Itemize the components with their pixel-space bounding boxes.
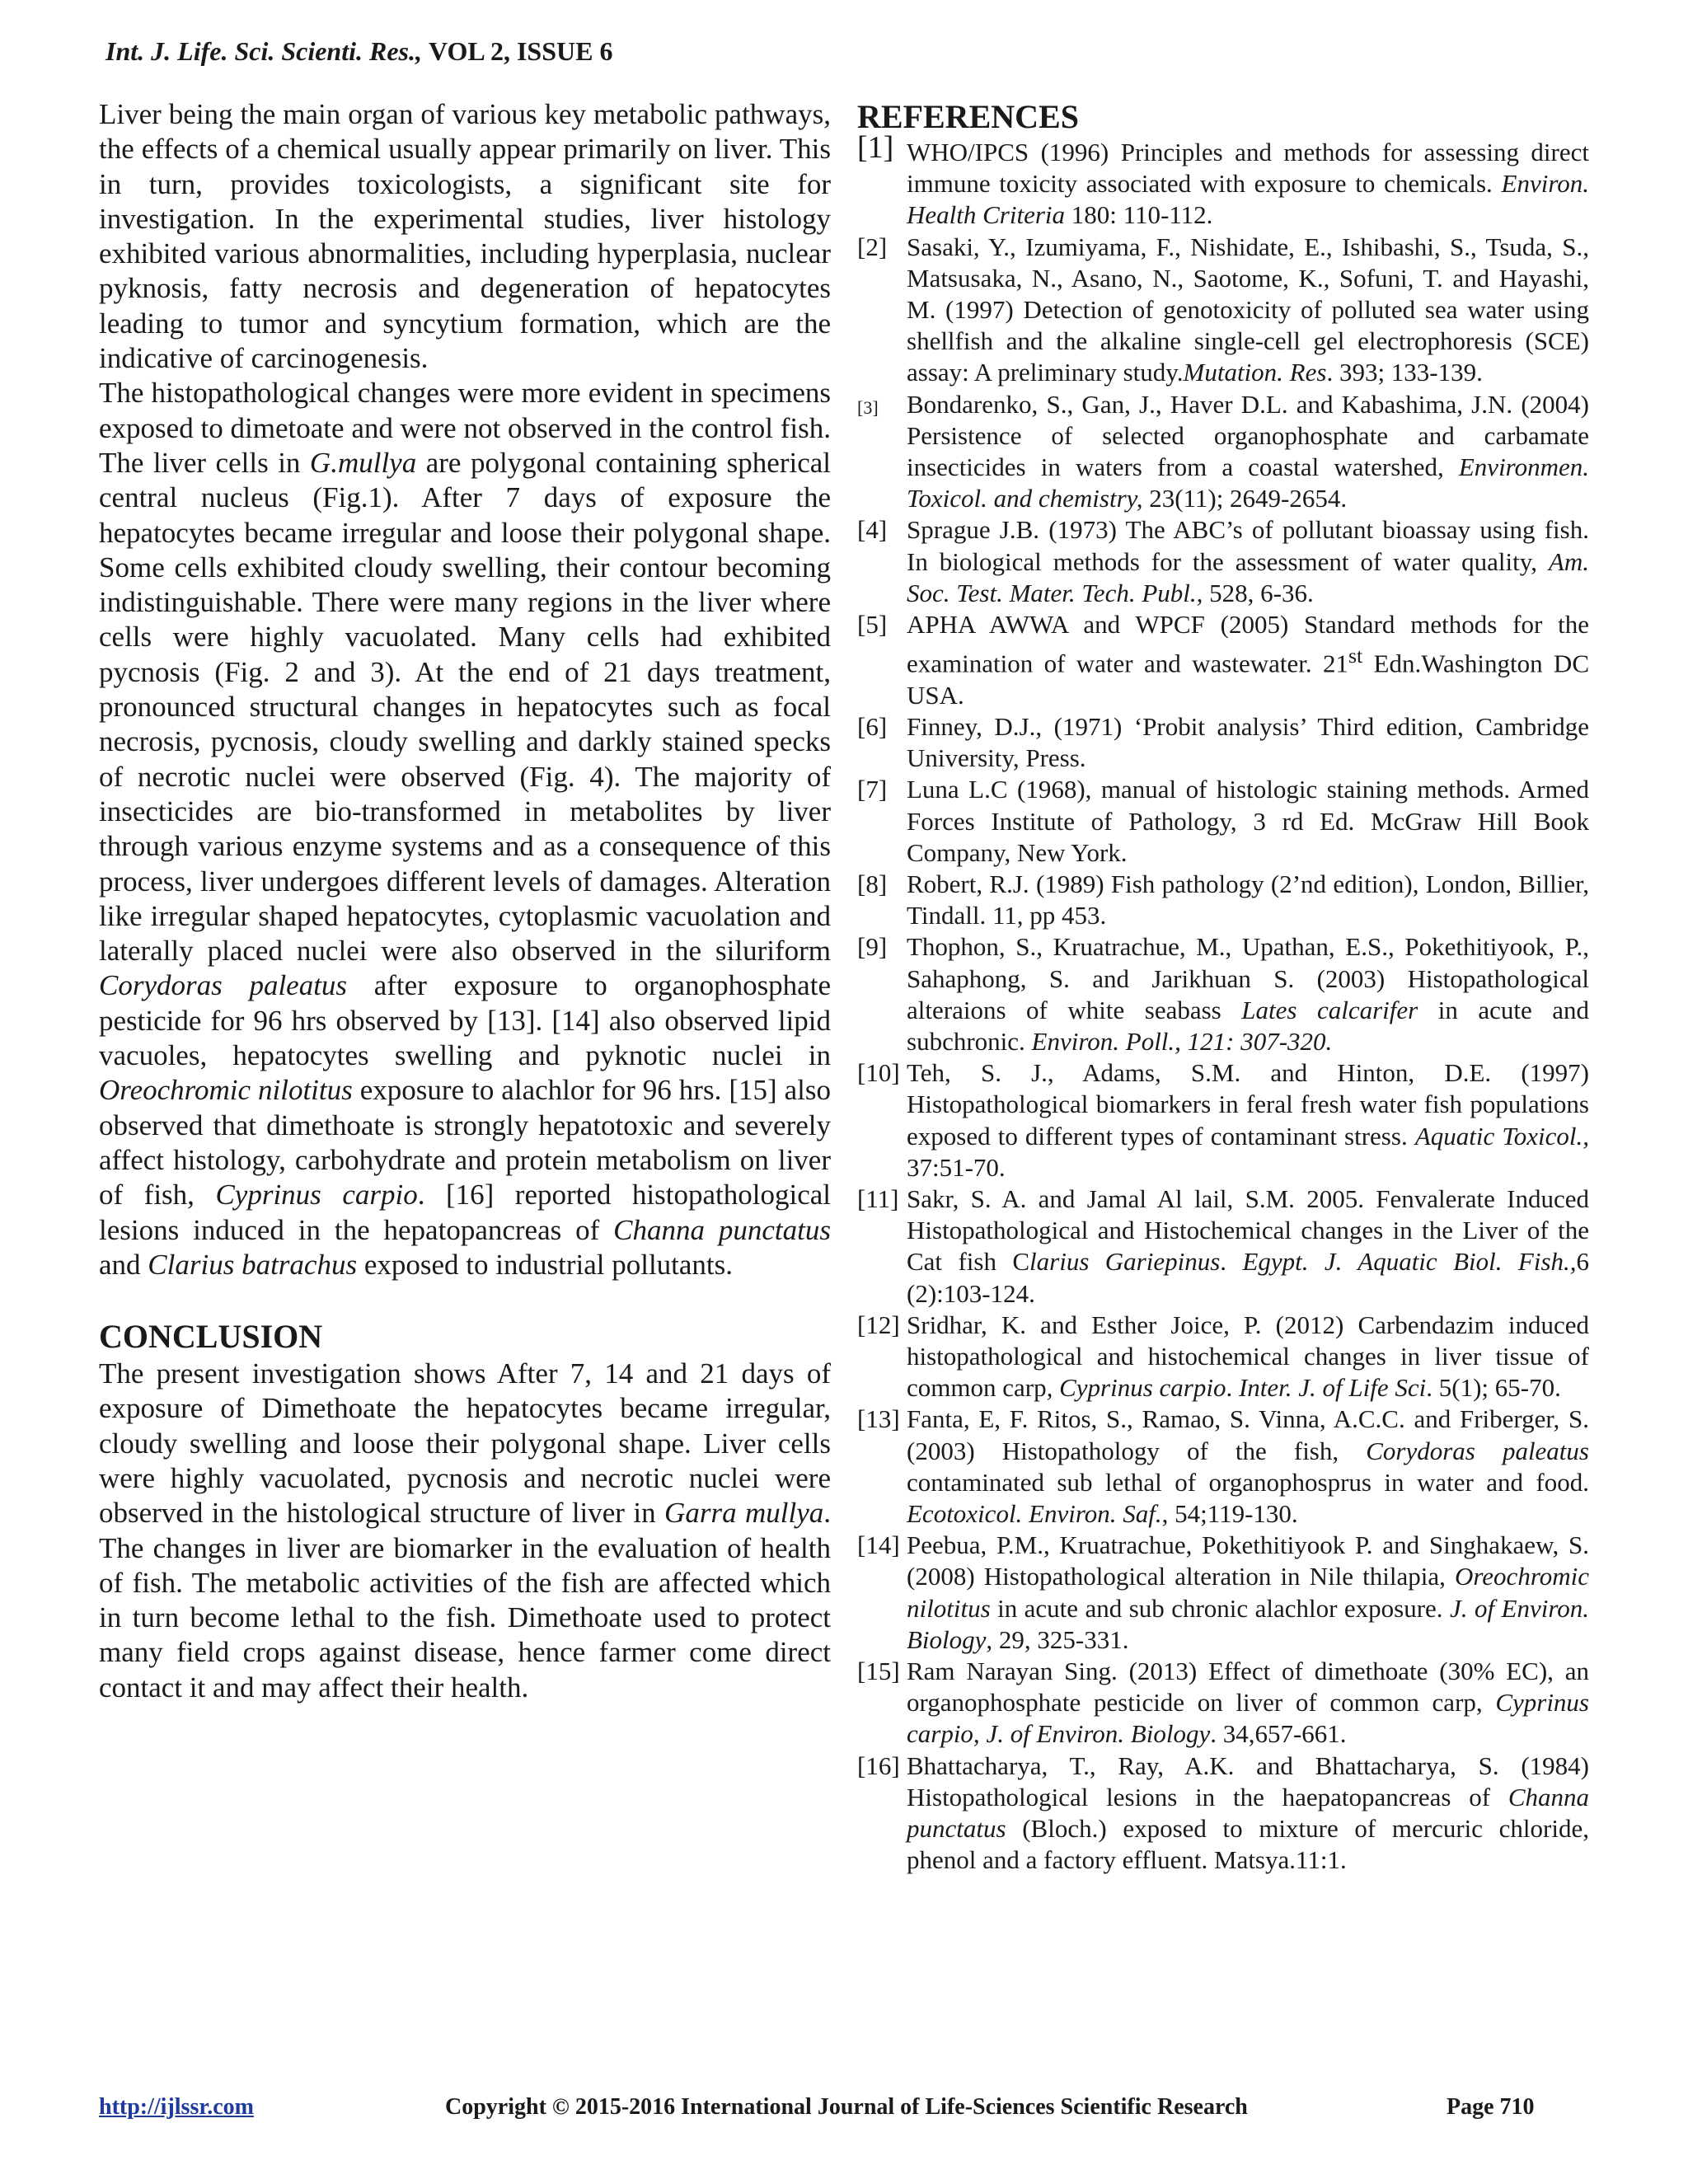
reference-number: [6]: [857, 711, 888, 741]
reference-text: [907, 1057, 1589, 1183]
text-run: . 5(1); 65-70.: [1426, 1373, 1561, 1403]
italic-text: Egypt. J. Aquatic Biol. Fish.,: [1242, 1247, 1577, 1277]
italic-text: Lates calcarifer: [1241, 995, 1418, 1024]
reference-number: [10]: [857, 1058, 900, 1088]
text-run: . 34,657-661.: [1210, 1719, 1347, 1749]
right-column: [857, 97, 1589, 1877]
italic-text: Cyprinus carpio, J. of Environ. Biology: [907, 1688, 1589, 1749]
italic-text: , Cyprinus carpio: [1046, 1373, 1226, 1403]
text-run: Thophon, S., Kruatrachue, M., Upathan, E.S., Pokethitiyook, P., Sahaphong, S. and Jarikhuan S. (2003) Histopathological alteraions of white seabass: [907, 932, 1589, 1024]
text-run: Bondarenko, S., Gan, J., Haver D.L. and Kabashima, J.N. (2004) Persistence of selected organophosphate and carbamate insecticides in waters from a coastal watershed,: [907, 389, 1589, 482]
superscript-text: st: [1348, 644, 1363, 668]
reference-text: [907, 931, 1589, 1057]
reference-number: [15]: [857, 1657, 900, 1686]
reference-item: [857, 1310, 1589, 1404]
text-run: Teh, S. J., Adams, S.M. and Hinton, D.E. (1997) Histopathological biomarkers in feral fresh water fish populations exposed to different types of contaminant stress.: [907, 1058, 1589, 1151]
text-run: Sprague J.B. (1973) The ABC’s of pollutant bioassay using fish. In biological methods for the assessment of water quality,: [907, 515, 1589, 576]
reference-item: [857, 1750, 1589, 1877]
reference-number: [8]: [857, 869, 888, 898]
text-run: WHO/IPCS (1996) Principles and methods for assessing direct immune toxicity associated with exposure to chemicals.: [907, 138, 1589, 199]
text-run: .: [1226, 1373, 1239, 1403]
text-run: 23(11); 2649-2654.: [1142, 484, 1348, 513]
text-run: Luna L.C (1968), manual of histologic staining methods. Armed Forces Institute of Pathology, 3 rd Ed. McGraw Hill Book Company, New York.: [907, 775, 1589, 867]
text-run: , 29, 325-331.: [986, 1624, 1129, 1654]
reference-text: [907, 389, 1589, 515]
reference-number: [13]: [857, 1404, 900, 1434]
reference-text: [907, 1310, 1589, 1404]
reference-text: [907, 1404, 1589, 1530]
page-number: Page 710: [1447, 2094, 1535, 2120]
text-run: and: [99, 1248, 148, 1281]
reference-item: [857, 774, 1589, 869]
text-run: Sasaki, Y., Izumiyama, F., Nishidate, E., Ishibashi, S., Tsuda, S., Matsusaka, N., Asano, N., Saotome, K., Sofuni, T. and Hayashi, M. (1997) Detection of genotoxicity of polluted sea water using shellfish and the alkaline single-cell gel electrophoresis (SCE) assay: A preliminary study.: [907, 232, 1589, 387]
reference-number: [14]: [857, 1530, 900, 1560]
text-run: . The changes in liver are biomarker in the evaluation of health of fish. The metabolic activities of the fish are affected which in turn become lethal to the fish. Dimethoate used to protect many field crops against disease, hence farmer come direct contact it and may affect their health.: [99, 1497, 832, 1704]
italic-text: Cyprinus carpio: [215, 1179, 418, 1212]
italic-text: Channa punctatus: [613, 1213, 831, 1246]
reference-item: [857, 609, 1589, 711]
reference-item: [857, 1183, 1589, 1310]
reference-text: [907, 869, 1589, 931]
reference-number: [7]: [857, 775, 888, 804]
italic-text: Am. Soc. Test. Mater. Tech. Publ.,: [907, 546, 1589, 607]
reference-number: [9]: [857, 932, 888, 962]
reference-list: [857, 130, 1590, 1877]
text-run: in acute and sub chronic alachlor exposure.: [990, 1593, 1451, 1623]
text-run: 528, 6-36.: [1203, 578, 1314, 607]
reference-number: [4]: [857, 515, 888, 545]
conclusion-heading: CONCLUSION: [99, 1318, 323, 1356]
reference-item: [857, 711, 1589, 774]
reference-item: [857, 130, 1589, 232]
reference-item: [857, 1530, 1589, 1656]
text-run: Fanta, E, F. Ritos, S., Ramao, S. Vinna, A.C.C. and Friberger, S. (2003) Histopathology of the fish,: [907, 1404, 1589, 1465]
discussion-paragraph-1: Liver being the main organ of various key metabolic pathways, the effects of a chemical usually appear primarily on liver. This in turn, provides toxicologists, a significant site for investigation. In the experimental studies, liver histology exhibited various abnormalities, including hyperplasia, nuclear pyknosis, fatty necrosis and degeneration of hepatocytes leading to tumor and syncytium formation, which are the indicative of carcinogenesis.: [99, 98, 831, 375]
conclusion-paragraph: [99, 1357, 831, 1705]
italic-text: Channa punctatus: [907, 1782, 1589, 1844]
italic-text: Corydoras paleatus: [99, 969, 348, 1002]
reference-number: [12]: [857, 1310, 900, 1339]
text-run: 37:51-70.: [907, 1152, 1006, 1182]
reference-number: [16]: [857, 1750, 900, 1780]
text-run: exposure to alachlor for 96 hrs. [15] also observed that dimethoate is strongly hepatotoxic and severely affect histology, carbohydrate and protein metabolism on liver of fish,: [99, 1074, 831, 1212]
left-column: [99, 97, 831, 1705]
text-run: contaminated sub lethal of organophosprus in water and food.: [907, 1467, 1589, 1497]
italic-text: Mutation. Res: [1183, 358, 1327, 387]
discussion-paragraph-2: [99, 376, 831, 1282]
reference-text: [907, 1750, 1589, 1877]
text-run: Sakr, S. A. and Jamal Al lail, S.M. 2005. Fenvalerate Induced Histopathological and Histochemical changes in the Liver of the Cat fish C: [907, 1184, 1589, 1277]
italic-text: Aquatic Toxicol.,: [1414, 1121, 1589, 1151]
reference-number: [5]: [857, 610, 888, 640]
text-run: 180: 110-112.: [1065, 200, 1213, 230]
text-run: (Bloch.) exposed to mixture of mercuric chloride, phenol and a factory effluent. Matsya.11:1.: [907, 1814, 1589, 1875]
italic-text: Corydoras paleatus: [1366, 1436, 1589, 1465]
reference-item: [857, 1656, 1589, 1750]
text-run: , 54;119-130.: [1161, 1499, 1298, 1529]
italic-text: J. of Environ. Biology: [907, 1593, 1590, 1654]
references-heading: REFERENCES: [857, 98, 1079, 135]
volume-issue: VOL 2, ISSUE 6: [429, 36, 613, 66]
reference-number: [11]: [857, 1184, 899, 1214]
text-run: Robert, R.J. (1989) Fish pathology (2’nd edition), London, Billier, Tindall. 11, pp 453.: [907, 869, 1589, 930]
text-run: in acute and subchronic.: [907, 995, 1590, 1057]
text-run: exposed to industrial pollutants.: [357, 1248, 734, 1281]
text-run: Ram Narayan Sing. (2013) Effect of dimethoate (30% EC), an organophosphate pesticide on liver of common carp,: [907, 1657, 1589, 1718]
text-run: . [16] reported histopathological lesions induced in the hepatopancreas of: [99, 1179, 831, 1246]
italic-text: Oreochromic nilotitus: [99, 1074, 353, 1107]
text-run: . 393; 133-139.: [1326, 358, 1483, 387]
reference-text: [907, 609, 1589, 711]
reference-text: [907, 137, 1589, 232]
italic-text: Oreochromic nilotitus: [907, 1562, 1589, 1623]
italic-text: Environ. Health Criteria: [907, 169, 1589, 230]
italic-text: larius Gariepinus: [1029, 1247, 1221, 1277]
copyright-notice: Copyright © 2015-2016 International Journal of Life-Sciences Scientific Research: [445, 2094, 1248, 2120]
reference-number: [3]: [857, 396, 879, 418]
italic-text: Environmen. Toxicol. and chemistry,: [907, 452, 1589, 513]
text-run: The histopathological changes were more evident in specimens exposed to dimetoate and were not observed in the control fish. The liver cells in: [99, 377, 831, 479]
text-run: Bhattacharya, T., Ray, A.K. and Bhattacharya, S. (1984) Histopathological lesions in the haepatopancreas of: [907, 1750, 1589, 1811]
text-run: 6 (2):103-124.: [907, 1247, 1590, 1308]
reference-text: [907, 1530, 1589, 1656]
italic-text: G.mullya: [309, 446, 417, 479]
running-header: [106, 36, 612, 67]
italic-text: Ecotoxicol. Environ. Saf.: [907, 1499, 1162, 1529]
italic-text: Clarius batrachus: [148, 1248, 358, 1281]
reference-item: [857, 931, 1589, 1057]
journal-url-link[interactable]: http://ijlssr.com: [99, 2094, 254, 2120]
reference-text: [907, 232, 1589, 389]
journal-name: Int. J. Life. Sci. Scienti. Res.,: [106, 36, 422, 66]
text-run: APHA AWWA and WPCF (2005) Standard methods for the examination of water and wastewater. 21: [907, 610, 1589, 678]
text-run: after exposure to organophosphate pesticide for 96 hrs observed by [13]. [14] also observed lipid vacuoles, hepatocytes swelling and pyknotic nuclei in: [99, 969, 831, 1072]
text-run: The present investigation shows After 7, 14 and 21 days of exposure of Dimethoate the hepatocytes became irregular, cloudy swelling and loose their polygonal shape. Liver cells were highly vacuolated, pycnosis and necrotic nuclei were observed in the histological structure of liver in: [99, 1357, 831, 1530]
reference-text: [907, 514, 1589, 609]
text-run: Peebua, P.M., Kruatrachue, Pokethitiyook P. and Singhakaew, S.(2008) Histopathological alteration in Nile thilapia,: [907, 1530, 1589, 1591]
reference-number: [2]: [857, 232, 888, 261]
italic-text: Environ. Poll., 121: 307-320.: [1031, 1027, 1333, 1057]
reference-item: [857, 869, 1589, 931]
text-run: are polygonal containing spherical central nucleus (Fig.1). After 7 days of exposure the hepatocytes became irregular and loose their polygonal shape. Some cells exhibited cloudy swelling, their contour becoming indistinguishable. There were many regions in the liver where cells were highly vacuolated. Many cells had exhibited pycnosis (Fig. 2 and 3). At the end of 21 days treatment, pronounced structural changes in hepatocytes such as focal necrosis, pycnosis, cloudy swelling and darkly stained specks of necrotic nuclei were observed (Fig. 4). The majority of insecticides are bio-transformed in metabolites by liver through various enzyme systems and as a consequence of this process, liver undergoes different levels of damages. Alteration like irregular shaped hepatocytes, cytoplasmic vacuolation and laterally placed nuclei were also observed in the siluriform: [99, 446, 831, 968]
italic-text: Inter. J. of Life Sci: [1238, 1373, 1427, 1403]
reference-text: [907, 774, 1589, 869]
text-run: Edn.Washington DC USA.: [907, 649, 1589, 710]
reference-item: [857, 232, 1589, 389]
italic-text: Garra mullya: [664, 1497, 824, 1530]
reference-text: [907, 1656, 1589, 1750]
reference-text: [907, 711, 1589, 774]
reference-text: [907, 1183, 1589, 1310]
text-run: .: [1220, 1247, 1243, 1277]
text-run: Finney, D.J., (1971) ‘Probit analysis’ Third edition, Cambridge University, Press.: [907, 711, 1589, 773]
reference-item: [857, 1404, 1589, 1530]
reference-item: [857, 1057, 1589, 1183]
text-run: Sridhar, K. and Esther Joice, P. (2012) Carbendazim induced histopathological and histochemical changes in liver tissue of common carp: [907, 1310, 1589, 1403]
reference-number: [1]: [857, 130, 894, 165]
reference-item: [857, 514, 1589, 609]
reference-item: [857, 389, 1589, 515]
